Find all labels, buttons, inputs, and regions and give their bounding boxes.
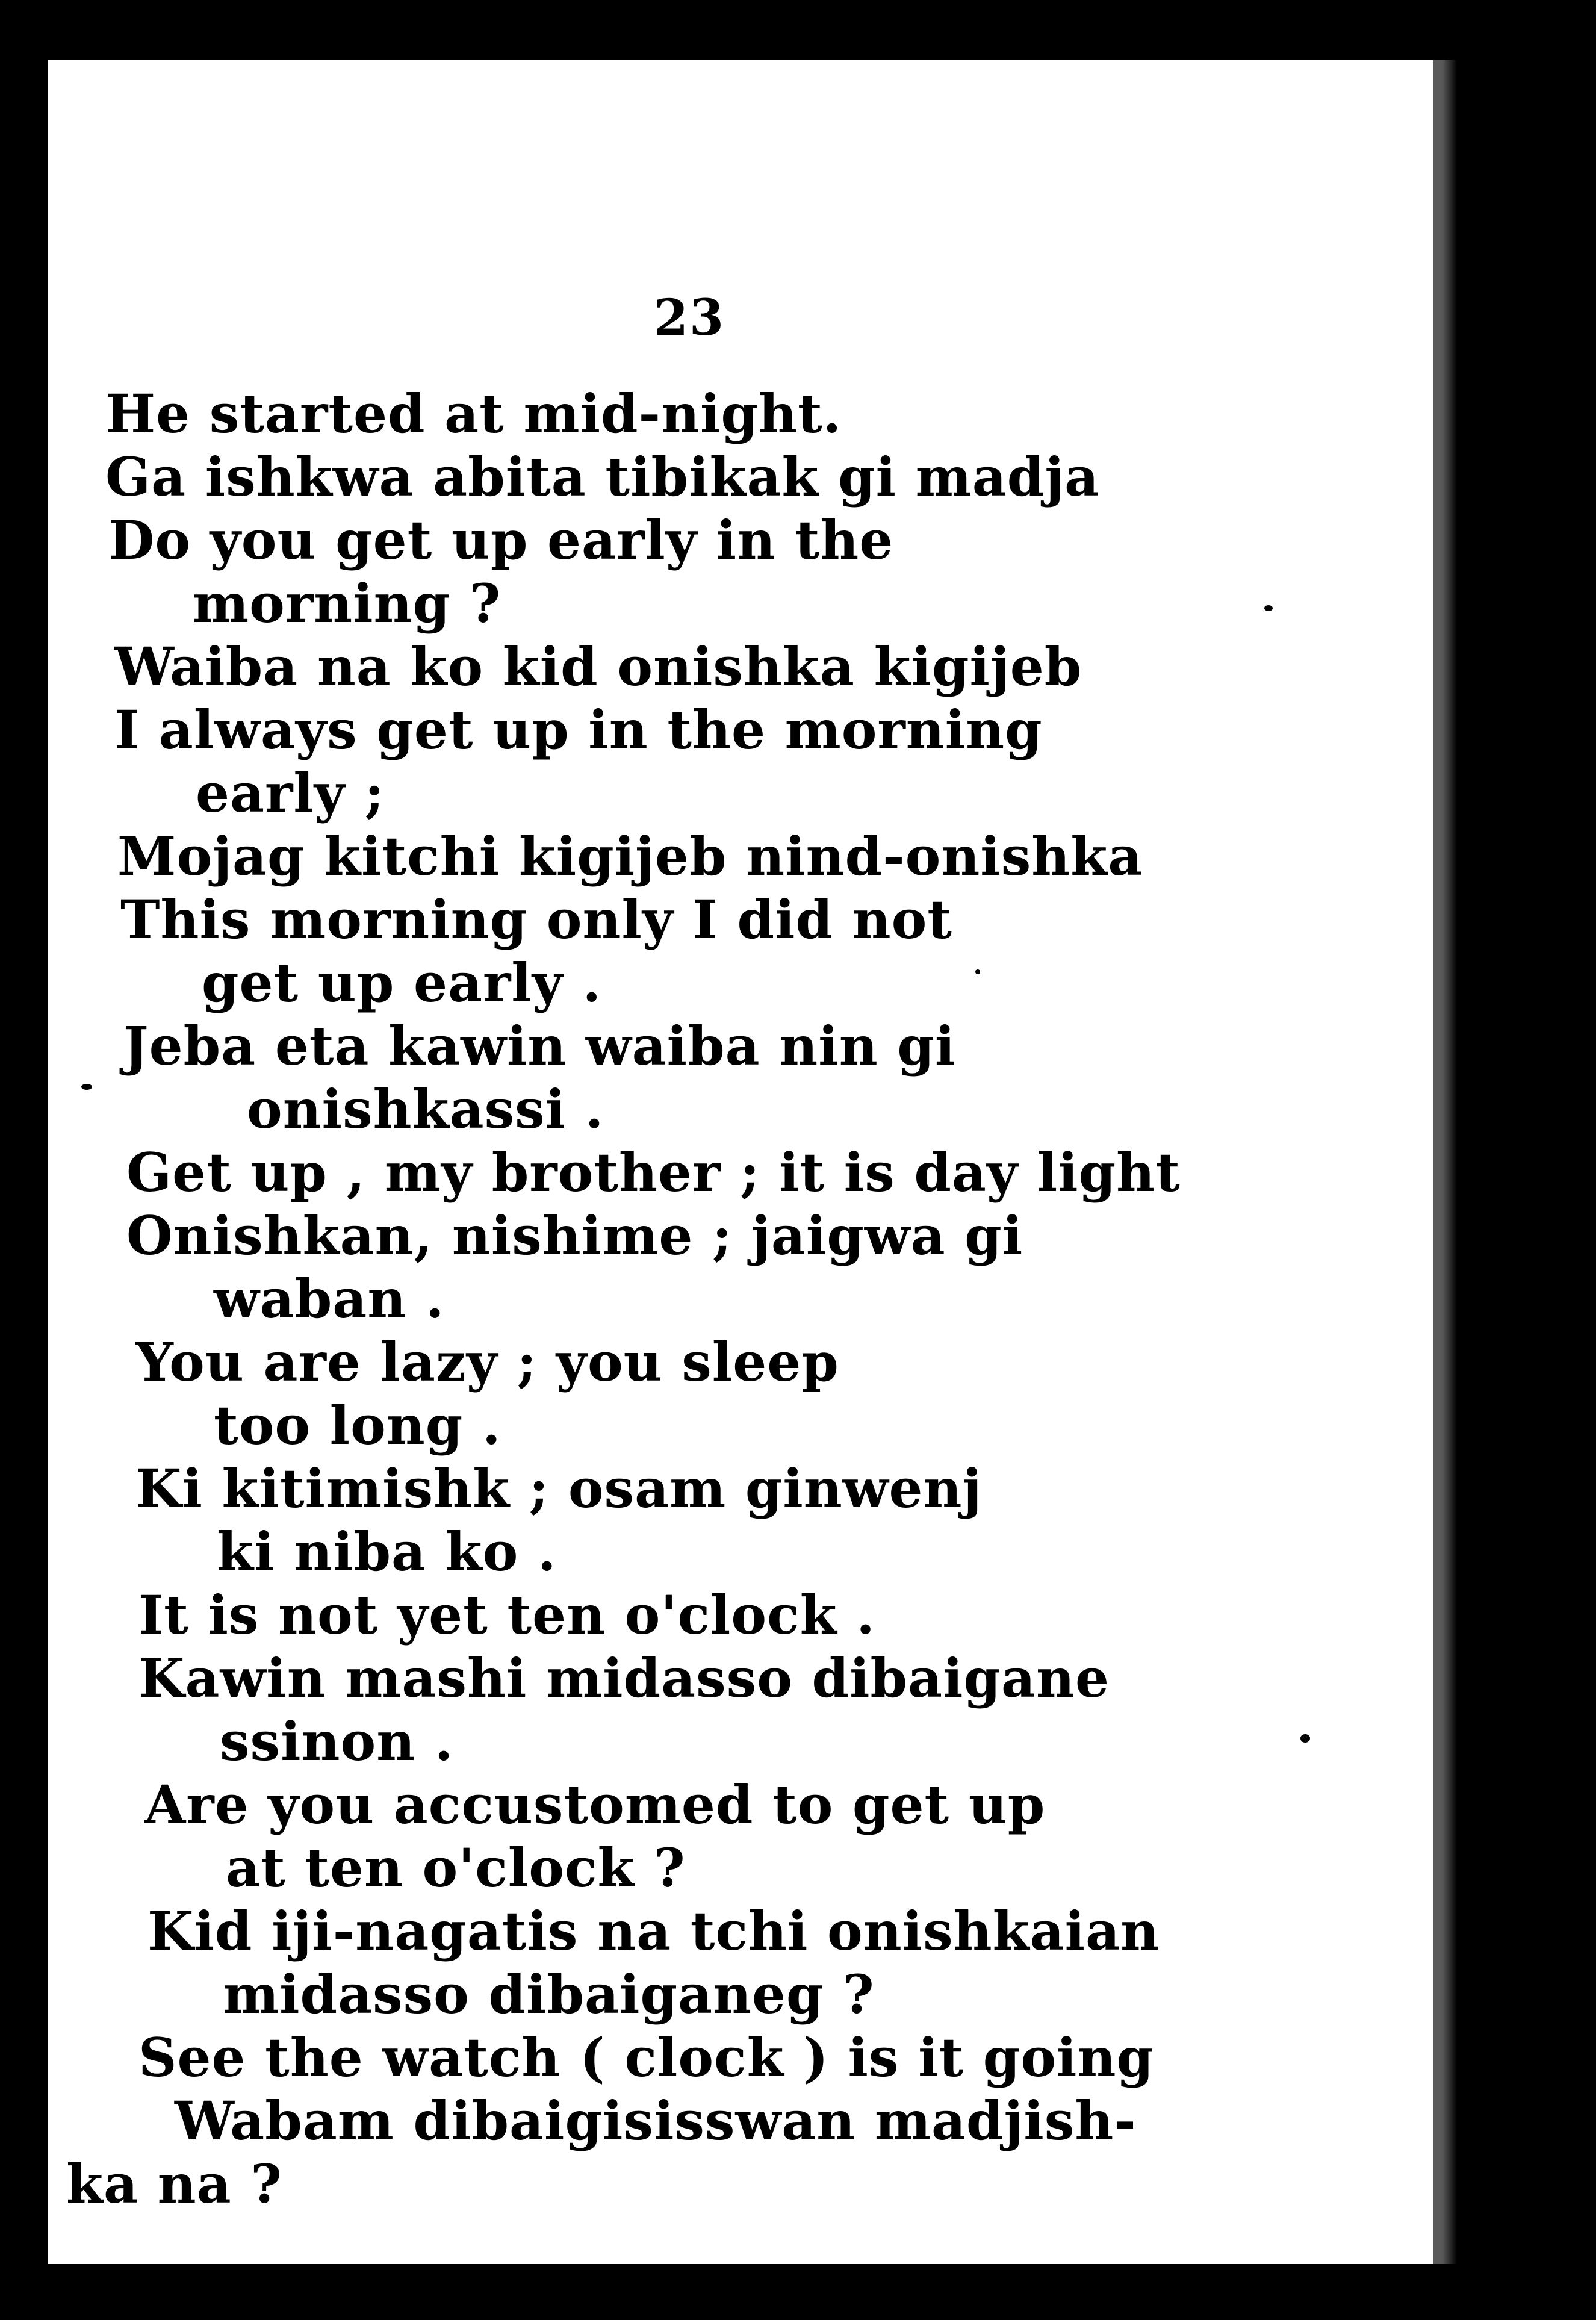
text-line: Mojag kitchi kigijeb nind-onishka xyxy=(117,825,1143,888)
text-line: Kawin mashi midasso dibaigane xyxy=(138,1647,1110,1709)
text-line: Onishkan, nishime ; jaigwa gi xyxy=(126,1204,1023,1267)
text-line: Get up , my brother ; it is day light xyxy=(126,1141,1181,1204)
page-edge-shadow xyxy=(1433,60,1457,2264)
text-line: I always get up in the morning xyxy=(114,698,1043,761)
text-line: early ; xyxy=(196,762,385,824)
text-line: ssinon . xyxy=(220,1710,454,1773)
text-line: too long . xyxy=(214,1394,501,1457)
ink-speck xyxy=(1264,605,1273,611)
text-line: onishkassi . xyxy=(247,1078,604,1140)
text-line: Jeba eta kawin waiba nin gi xyxy=(123,1015,956,1077)
text-line: He started at mid-night. xyxy=(105,382,842,445)
text-line: get up early . xyxy=(202,951,602,1014)
ink-speck xyxy=(81,1084,92,1090)
text-line: Are you accustomed to get up xyxy=(144,1773,1046,1836)
text-line: ki niba ko . xyxy=(217,1520,557,1583)
text-line: Do you get up early in the xyxy=(108,509,894,571)
ink-speck xyxy=(975,969,980,974)
page-number: 23 xyxy=(653,289,725,347)
text-line: This morning only I did not xyxy=(120,888,952,951)
text-line: Kid iji-nagatis na tchi onishkaian xyxy=(147,1900,1160,1962)
ink-speck xyxy=(1300,1734,1310,1743)
text-line: See the watch ( clock ) is it going xyxy=(138,2026,1154,2089)
text-line: morning ? xyxy=(193,572,501,635)
text-line: It is not yet ten o'clock . xyxy=(138,1584,875,1646)
text-line: You are lazy ; you sleep xyxy=(135,1331,839,1393)
text-line: Ki kitimishk ; osam ginwenj xyxy=(135,1457,983,1520)
text-line: waban . xyxy=(214,1267,445,1330)
text-line: midasso dibaiganeg ? xyxy=(223,1963,875,2026)
text-line: Wabam dibaigisisswan madjish- xyxy=(175,2089,1137,2152)
text-line: Ga ishkwa abita tibikak gi madja xyxy=(105,446,1100,508)
book-page xyxy=(48,60,1433,2264)
text-line: ka na ? xyxy=(66,2153,282,2215)
text-line: Waiba na ko kid onishka kigijeb xyxy=(114,635,1082,698)
text-line: at ten o'clock ? xyxy=(226,1836,686,1899)
